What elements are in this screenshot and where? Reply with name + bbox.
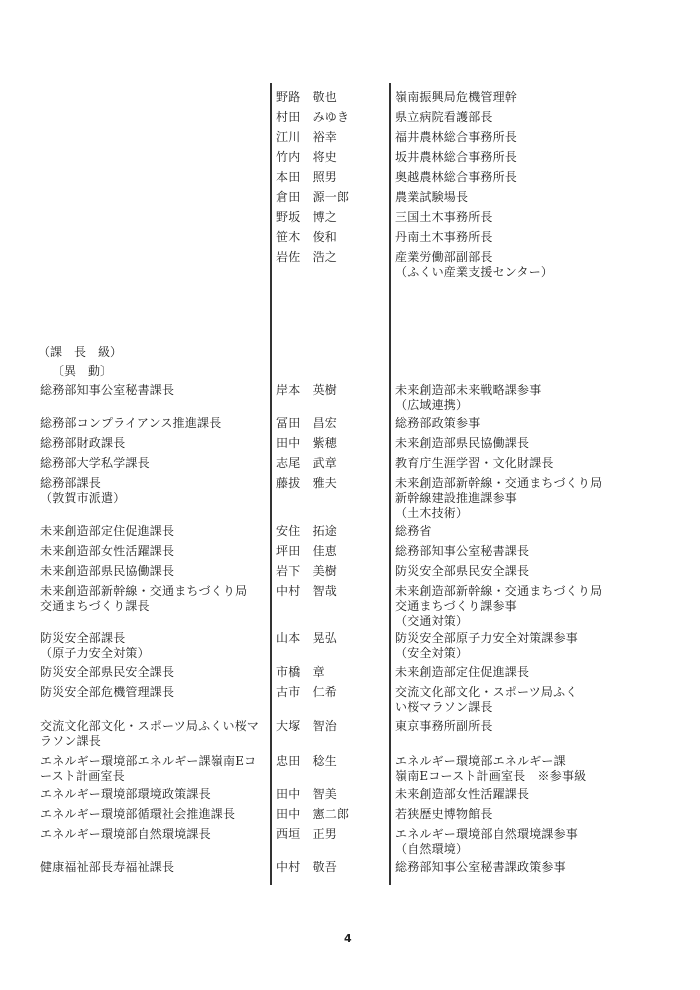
top-row-previous: 三国土木事務所長	[395, 210, 493, 224]
row-previous: 未来創造部新幹線・交通まちづくり局 交通まちづくり課参事 （交通対策）	[395, 584, 603, 628]
row-new-post: エネルギー環境部循環社会推進課長	[40, 807, 236, 821]
top-row-previous: 嶺南振興局危機管理幹	[395, 90, 518, 104]
row-new-post: 総務部知事公室秘書課長	[40, 383, 175, 397]
top-row-name: 野坂 博之	[276, 210, 338, 224]
row-new-post: 未来創造部新幹線・交通まちづくり局 交通まちづくり課長	[40, 584, 248, 613]
row-name: 西垣 正男	[276, 827, 338, 841]
top-row-name: 笹木 俊和	[276, 230, 338, 244]
top-row-name: 村田 みゆき	[276, 110, 350, 124]
row-new-post: 防災安全部課長 （原子力安全対策）	[40, 631, 150, 660]
top-row-previous: 坂井農林総合事務所長	[395, 150, 518, 164]
row-new-post: 未来創造部県民協働課長	[40, 564, 175, 578]
top-row-name: 岩佐 浩之	[276, 250, 338, 264]
row-name: 志尾 武章	[276, 456, 338, 470]
row-new-post: 未来創造部定住促進課長	[40, 524, 175, 538]
row-new-post: 健康福祉部長寿福祉課長	[40, 860, 175, 874]
top-row-name: 野路 敬也	[276, 90, 338, 104]
category-heading: 〔異 動〕	[52, 364, 113, 378]
row-new-post: 防災安全部危機管理課長	[40, 685, 175, 699]
row-previous: 東京事務所副所長	[395, 719, 493, 733]
row-new-post: エネルギー環境部自然環境課長	[40, 827, 211, 841]
page-number: 4	[344, 932, 352, 945]
row-name: 藤拔 雅夫	[276, 476, 338, 490]
row-previous: 未来創造部未来戦略課参事 （広域連携）	[395, 383, 542, 412]
row-name: 冨田 昌宏	[276, 416, 338, 430]
row-previous: 総務部知事公室秘書課政策参事	[395, 860, 566, 874]
top-row-previous: 奥越農林総合事務所長	[395, 170, 518, 184]
row-previous: 未来創造部県民協働課長	[395, 436, 530, 450]
row-new-post: エネルギー環境部エネルギー課嶺南Eコ ースト計画室長	[40, 754, 257, 783]
row-previous: 総務部知事公室秘書課長	[395, 544, 530, 558]
row-new-post: 総務部課長 （敦賀市派遣）	[40, 476, 126, 505]
column-divider-right	[389, 83, 391, 885]
level-heading: （課 長 級）	[38, 345, 123, 359]
row-name: 大塚 智治	[276, 719, 338, 733]
row-name: 田中 憲二郎	[276, 807, 350, 821]
row-name: 岩下 美樹	[276, 564, 338, 578]
column-divider-left	[270, 83, 272, 885]
row-name: 坪田 佳恵	[276, 544, 338, 558]
row-new-post: 防災安全部県民安全課長	[40, 665, 175, 679]
row-name: 岸本 英樹	[276, 383, 338, 397]
row-previous: エネルギー環境部自然環境課参事 （自然環境）	[395, 827, 579, 856]
row-name: 田中 智美	[276, 787, 338, 801]
top-row-name: 江川 裕幸	[276, 130, 338, 144]
row-name: 市橋 章	[276, 665, 325, 679]
row-previous: 総務省	[395, 524, 432, 538]
row-previous: 未来創造部新幹線・交通まちづくり局 新幹線建設推進課参事 （土木技術）	[395, 476, 603, 520]
row-previous: 交流文化部文化・スポーツ局ふく い桜マラソン課長	[395, 685, 578, 714]
row-name: 中村 智哉	[276, 584, 338, 598]
row-name: 中村 敬吾	[276, 860, 338, 874]
top-row-name: 本田 照男	[276, 170, 338, 184]
row-new-post: 総務部コンプライアンス推進課長	[40, 416, 222, 430]
row-name: 山本 晃弘	[276, 631, 338, 645]
row-name: 安住 拓途	[276, 524, 338, 538]
row-new-post: 交流文化部文化・スポーツ局ふくい桜マ ラソン課長	[40, 719, 260, 748]
row-name: 忠田 稔生	[276, 754, 338, 768]
top-row-previous: 農業試験場長	[395, 190, 469, 204]
top-row-name: 倉田 源一郎	[276, 190, 350, 204]
row-previous: 総務部政策参事	[395, 416, 481, 430]
row-new-post: 総務部財政課長	[40, 436, 126, 450]
top-row-previous: 産業労働部副部長 （ふくい産業支援センター）	[395, 250, 554, 279]
row-previous: エネルギー環境部エネルギー課 嶺南Eコースト計画室長 ※参事級	[395, 754, 587, 783]
row-previous: 若狭歴史博物館長	[395, 807, 493, 821]
row-new-post: 総務部大学私学課長	[40, 456, 150, 470]
row-previous: 未来創造部女性活躍課長	[395, 787, 530, 801]
top-row-previous: 福井農林総合事務所長	[395, 130, 518, 144]
row-previous: 防災安全部県民安全課長	[395, 564, 530, 578]
top-row-previous: 丹南土木事務所長	[395, 230, 493, 244]
row-previous: 防災安全部原子力安全対策課参事 （安全対策）	[395, 631, 579, 660]
top-row-previous: 県立病院看護部長	[395, 110, 493, 124]
top-row-name: 竹内 将史	[276, 150, 338, 164]
row-previous: 教育庁生涯学習・文化財課長	[395, 456, 554, 470]
row-name: 田中 紫穂	[276, 436, 338, 450]
row-new-post: 未来創造部女性活躍課長	[40, 544, 175, 558]
row-new-post: エネルギー環境部環境政策課長	[40, 787, 211, 801]
row-name: 古市 仁希	[276, 685, 338, 699]
row-previous: 未来創造部定住促進課長	[395, 665, 530, 679]
